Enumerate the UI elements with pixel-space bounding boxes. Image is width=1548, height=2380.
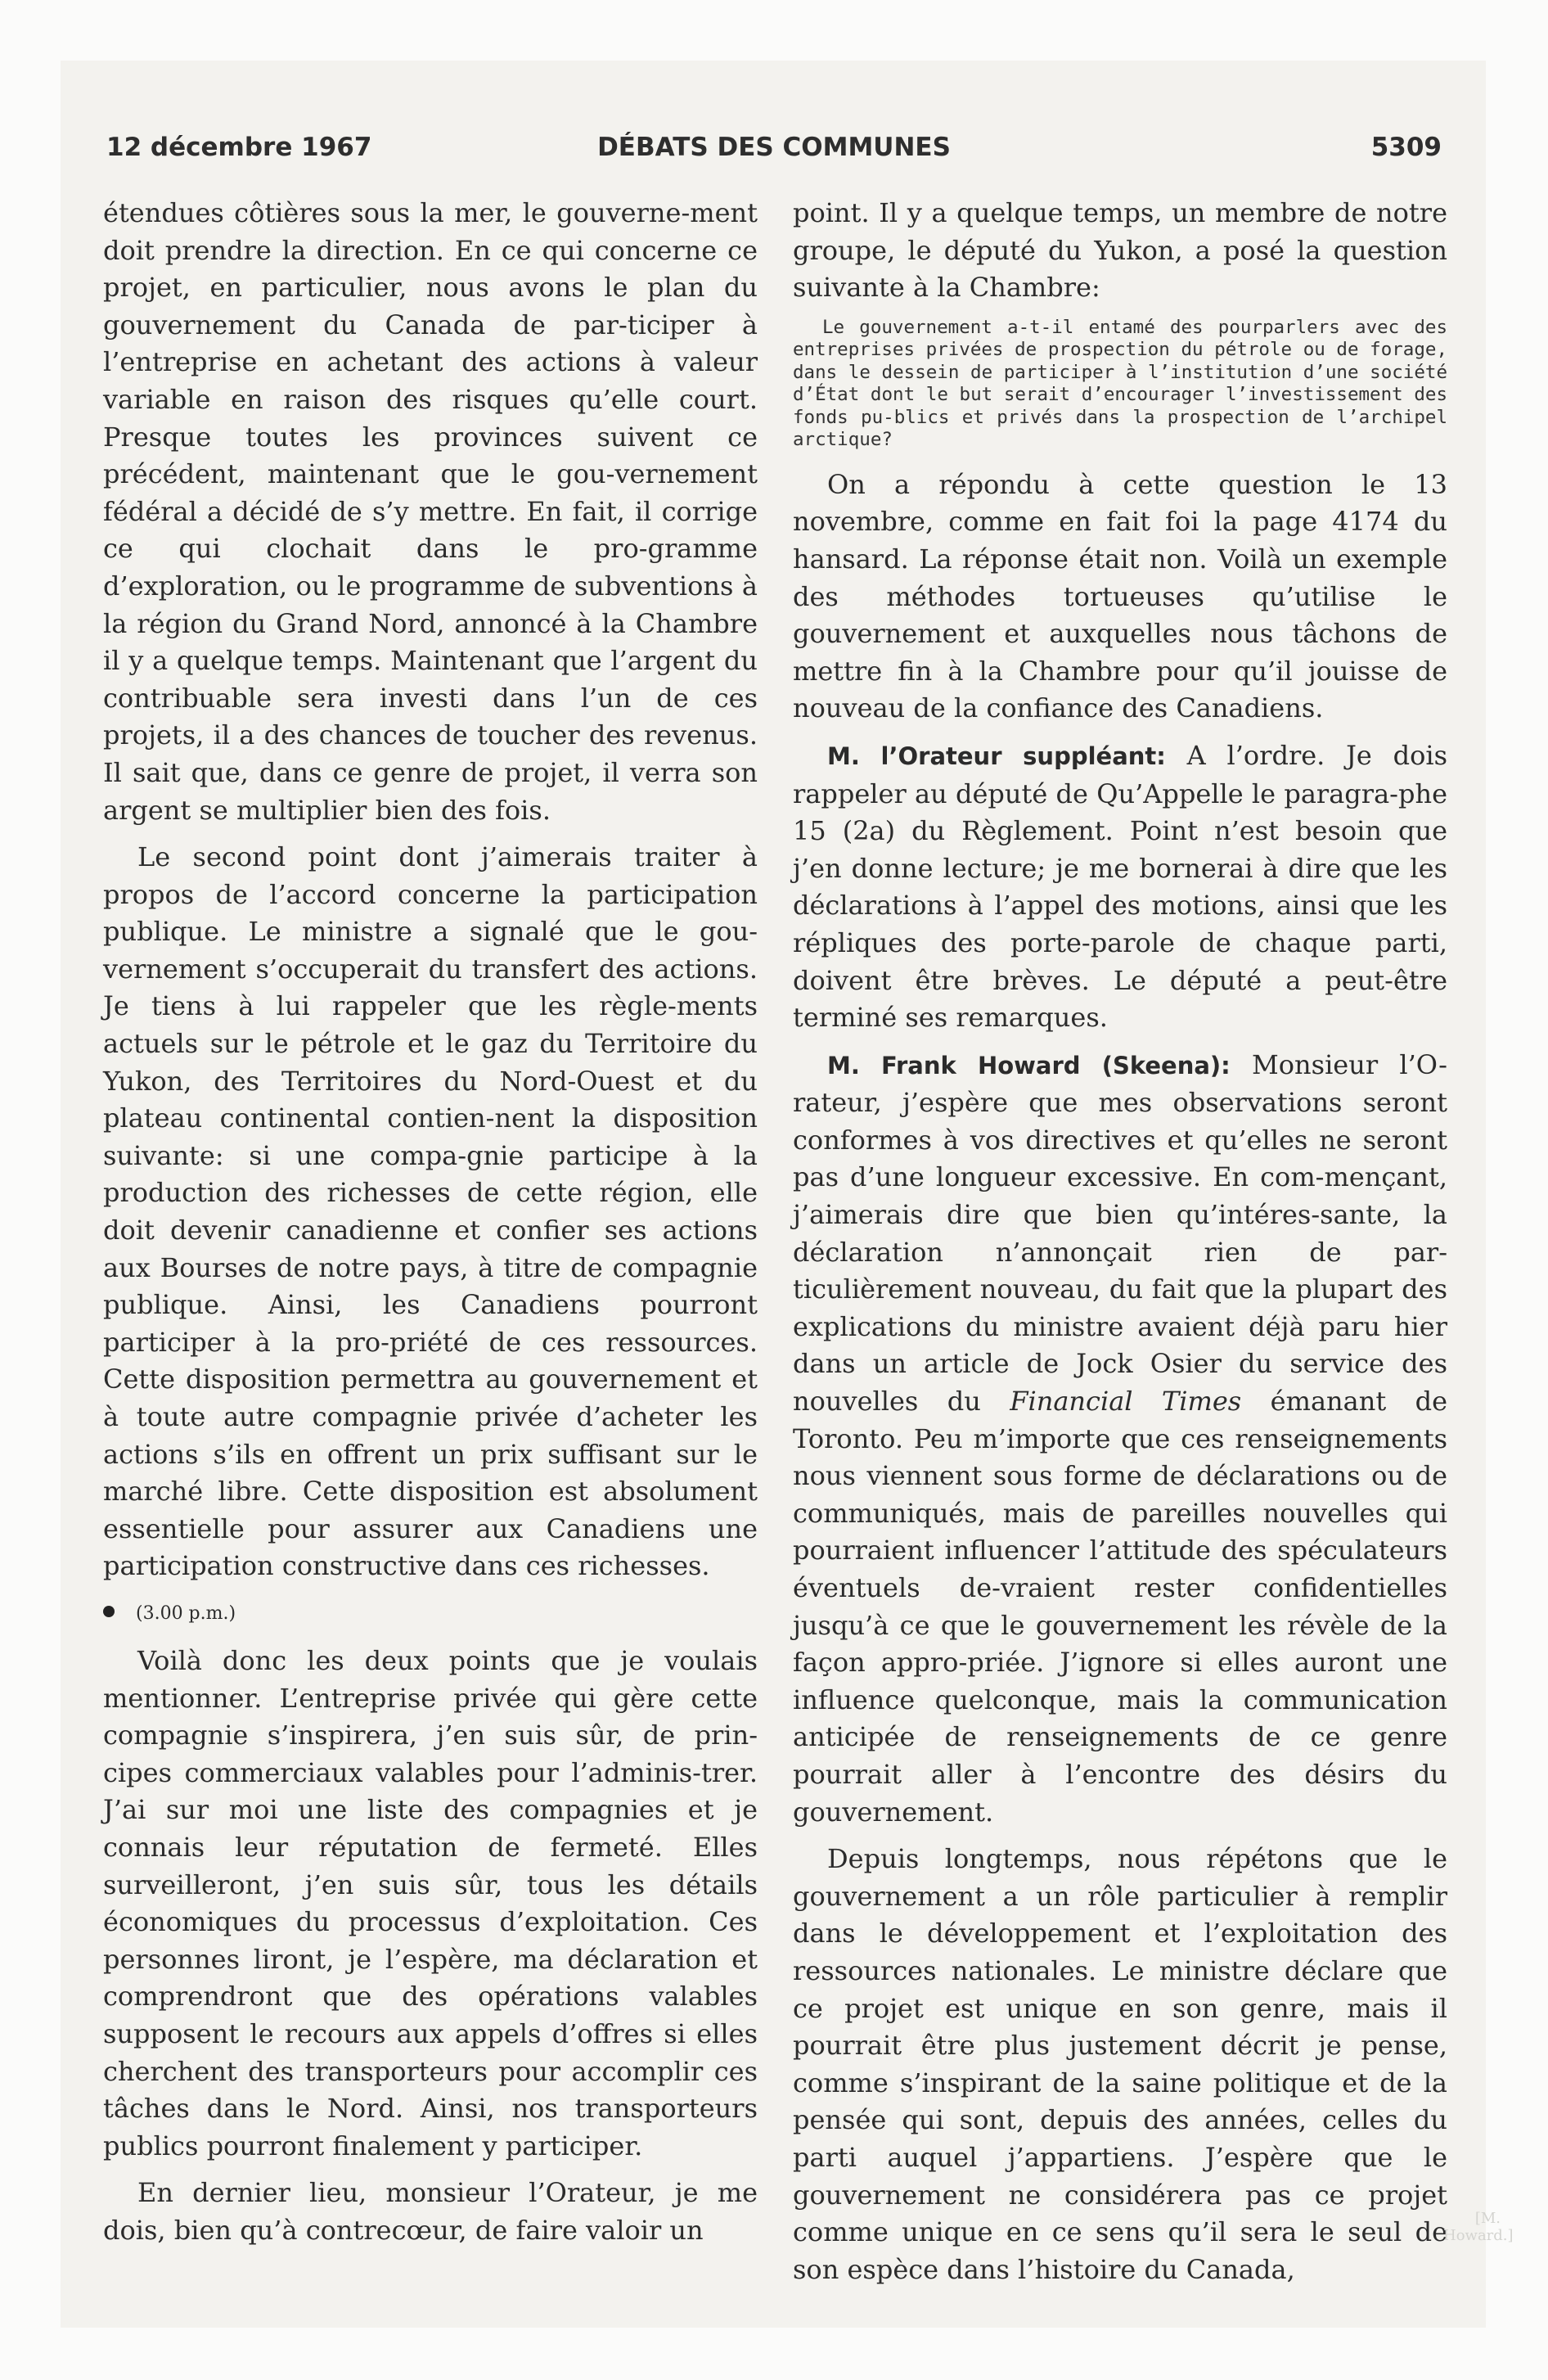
paragraph: étendues côtières sous la mer, le gouverne-ment doit prendre la direction. En ce qui concerne ce projet, en particulier, nous avons le plan du gouvernement du Canada de par-ticiper à l’entreprise en achetant des actions à valeur variable en raison des risques qu’elle court. Presque toutes les provinces suivent ce précédent, maintenant que le gou-vernement fédéral a décidé de s’y mettre. En fait, il corrige ce qui clochait dans le pro-gramme d’exploration, ou le programme de subventions à la région du Grand Nord, annoncé à la Chambre il y a quelque temps. Maintenant que l’argent du contribuable sera investi dans l’un de ces projets, il a des chances de toucher des revenus. Il sait que, dans ce genre de projet, il verra son argent se multiplier bien des fois. [103, 197, 758, 826]
timestamp [103, 1602, 758, 1626]
publication-name: Financial Times [1010, 1386, 1242, 1418]
speaker-text: Monsieur l’O-rateur, j’espère que mes observations seront conformes à vos directives et qu’elles ne seront pas d’une longueur excessive. En com-mençant, j’aimerais dire que bien qu’intéres-sante, la déclaration n’annonçait rien de par-ticulièrement nouveau, du fait que la plupart des explications du ministre avaient déjà paru hier dans un article de Jock Osier du service des nouvelles du [793, 1048, 1447, 1418]
page-number: 5309 [1370, 133, 1442, 162]
paragraph [793, 737, 1447, 1037]
footer-bleed-text: [M. Howard.] [1443, 2210, 1514, 2244]
paragraph: Depuis longtemps, nous répétons que le gouvernement a un rôle particulier à remplir dans le développement et l’exploitation des ressources nationales. Le ministre déclare que ce projet est unique en son genre, mais il pourrait être plus justement décrit je pense, comme s’inspirant de la saine politique et de la pensée qui sont, depuis des années, celles du parti auquel j’appartiens. J’espère que le gouvernement ne considérera pas ce projet comme unique en ce sens qu’il sera le seul de son espèce dans l’histoire du Canada, [793, 1843, 1447, 2285]
paragraph [793, 1047, 1447, 1831]
page-header [106, 133, 1442, 174]
left-column [103, 195, 758, 2249]
header-title: DÉBATS DES COMMUNES [597, 133, 951, 162]
paragraph: point. Il y a quelque temps, un membre de notre groupe, le député du Yukon, a posé la question suivante à la Chambre: [793, 197, 1447, 304]
quoted-question: Le gouvernement a-t-il entamé des pourparlers avec des entreprises privées de prospection du pétrole ou de forage, dans le dessein de participer à l’institution d’une société d’État dont le but serait d’encourager l’investissement des fonds pu-blics et privés dans la prospection de l’archipel arctique? [793, 316, 1447, 451]
header-date: 12 décembre 1967 [106, 133, 372, 162]
paragraph: Le second point dont j’aimerais traiter à propos de l’accord concerne la participation publique. Le ministre a signalé que le gou-vernement s’occuperait du transfert des actions. Je tiens à lui rappeler que les règle-ments actuels sur le pétrole et le gaz du Territoire du Yukon, des Territoires du Nord-Ouest et du plateau continental contien-nent la disposition suivante: si une compa-gnie participe à la production des richesses de cette région, elle doit devenir canadienne et confier ses actions aux Bourses de notre pays, à titre de compagnie publique. Ainsi, les Canadiens pourront participer à la pro-priété de ces ressources. Cette disposition permettra au gouvernement et à toute autre compagnie privée d’acheter les actions s’ils en offrent un prix suffisant sur le marché libre. Cette disposition est absolument essentielle pour assurer aux Canadiens une participation constructive dans ces richesses. [103, 841, 758, 1582]
bullet-icon [103, 1606, 115, 1617]
speaker-name: M. Frank Howard (Skeena): [827, 1051, 1231, 1080]
paragraph: On a répondu à cette question le 13 novembre, comme en fait foi la page 4174 du hansard. La réponse était non. Voilà un exemple des méthodes tortueuses qu’utilise le gouvernement et auxquelles nous tâchons de mettre fin à la Chambre pour qu’il jouisse de nouveau de la confiance des Canadiens. [793, 468, 1447, 724]
speaker-text: A l’ordre. Je dois rappeler au député de Qu’Appelle le paragra-phe 15 (2a) du Règlement. Point n’est besoin que j’en donne lecture; je me bornerai à dire que les déclarations à l’appel des motions, ainsi que les répliques des porte-parole de chaque parti, doivent être brèves. Le député a peut-être terminé ses remarques. [793, 739, 1448, 1034]
timestamp-text: (3.00 p.m.) [136, 1602, 236, 1624]
speaker-name: M. l’Orateur suppléant: [827, 741, 1166, 770]
right-column [793, 195, 1447, 2288]
speaker-text: émanant de Toronto. Peu m’importe que ces renseignements nous viennent sous forme de déclarations ou de communiqués, mais de pareilles nouvelles qui pourraient influencer l’attitude des spéculateurs éventuels de-vraient rester confidentielles jusqu’à ce que le gouvernement les révèle de la façon appro-priée. J’ignore si elles auront une influence quelconque, mais la communication anticipée de renseignements de ce genre pourrait aller à l’encontre des désirs du gouvernement. [793, 1386, 1448, 1828]
paragraph: En dernier lieu, monsieur l’Orateur, je me dois, bien qu’à contrecœur, de faire valoir un [103, 2177, 758, 2246]
paragraph: Voilà donc les deux points que je voulais mentionner. L’entreprise privée qui gère cette compagnie s’inspirera, j’en suis sûr, de prin-cipes commerciaux valables pour l’adminis-trer. J’ai sur moi une liste des compagnies et je connais leur réputation de fermeté. Elles surveilleront, j’en suis sûr, tous les détails économiques du processus d’exploitation. Ces personnes liront, je l’espère, ma déclaration et comprendront que des opérations valables supposent le recours aux appels d’offres si elles cherchent des transporteurs pour accomplir ces tâches dans le Nord. Ainsi, nos transporteurs publics pourront finalement y participer. [103, 1644, 758, 2161]
